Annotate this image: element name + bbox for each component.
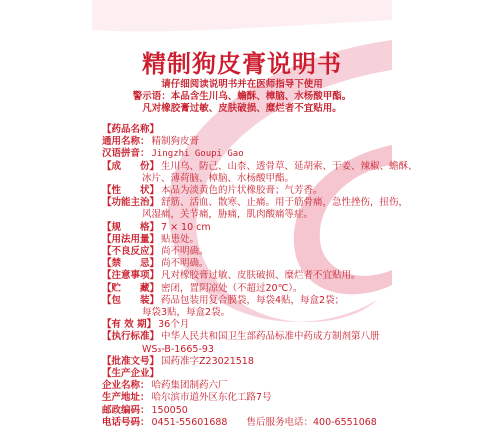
row-label: 【不良反应】 bbox=[102, 246, 160, 258]
row-value: 冰片、薄荷脑、樟脑、水杨酸甲酯。 bbox=[142, 172, 295, 184]
row-value: Jingzhi Goupi Gao bbox=[151, 149, 244, 160]
row-label: 【药品名称】 bbox=[102, 124, 160, 135]
info-row bbox=[102, 319, 390, 331]
row-label: 【注意事项】 bbox=[102, 270, 160, 282]
row-label: 【包 装】 bbox=[102, 294, 160, 306]
row-label: 【批准文号】 bbox=[102, 355, 160, 367]
row-value: 风湿痛，关节痛，胁痛，肌肉酸痛等症。 bbox=[142, 209, 314, 221]
row-value: 7 × 10 cm bbox=[161, 221, 211, 233]
info-row bbox=[102, 380, 390, 392]
row-value: 尚不明确。 bbox=[161, 246, 209, 258]
row-value: 36个月 bbox=[158, 319, 190, 331]
row-label: 【功能主治】 bbox=[102, 197, 160, 209]
row-label: 生产地址： bbox=[102, 392, 150, 404]
info-row bbox=[102, 356, 390, 368]
row-value: 舒筋、活血、散寒、止痛。用于筋骨痛，急性挫伤，扭伤， bbox=[161, 197, 409, 209]
row-label: 汉语拼音： bbox=[102, 148, 150, 160]
row-label: 电话号码： bbox=[102, 416, 150, 428]
row-value: 国药准字Z23021518 bbox=[161, 355, 254, 367]
info-row bbox=[102, 417, 390, 429]
info-row bbox=[102, 405, 390, 417]
info-row bbox=[102, 234, 390, 246]
info-row bbox=[102, 185, 390, 197]
row-label: 【生产企业】 bbox=[102, 368, 160, 380]
info-row bbox=[102, 307, 390, 319]
info-row bbox=[102, 124, 390, 136]
row-label: 【有 效 期】 bbox=[102, 319, 157, 331]
info-row bbox=[102, 368, 390, 380]
row-value: 凡对橡胶膏过敏、皮肤破损、糜烂者不宜贴用。 bbox=[161, 270, 361, 282]
row-label: 通用名称： bbox=[102, 136, 150, 148]
info-row bbox=[102, 197, 409, 209]
notice-line: 警示语：本品含生川乌、蟾酥、樟脑、水杨酸甲酯。 bbox=[132, 91, 352, 102]
row-value: 密闭，置阴凉处（不超过20℃）。 bbox=[161, 282, 303, 294]
row-value: 生川乌、防己、山柰、透骨草、延胡索、干姜、辣椒、蟾酥、 bbox=[161, 160, 418, 172]
info-rows bbox=[102, 124, 418, 429]
row-label: 企业名称： bbox=[102, 380, 150, 392]
row-label: 【成 份】 bbox=[102, 160, 160, 172]
notice-line: 凡对橡胶膏过敏、皮肤破损、糜烂者不宜贴用。 bbox=[142, 103, 342, 114]
row-label: 邮政编码： bbox=[102, 404, 150, 416]
info-row bbox=[102, 173, 390, 185]
info-row bbox=[102, 331, 390, 343]
row-value: 尚不明确。 bbox=[161, 258, 209, 270]
row-value: 0451-55601688 售后服务电话：400-6551068 bbox=[151, 416, 377, 428]
info-row bbox=[102, 160, 418, 173]
row-value: 精制狗皮膏 bbox=[151, 136, 200, 148]
row-label: 【用法用量】 bbox=[102, 233, 160, 245]
row-value: WS₃-B-1665-93 bbox=[142, 343, 214, 355]
info-row bbox=[102, 246, 390, 258]
info-row bbox=[102, 148, 390, 160]
instruction-sheet bbox=[92, 0, 418, 428]
row-value: 本品为淡黄色的片状橡胶膏；气芳香。 bbox=[161, 185, 323, 197]
row-value: 哈药集团制药六厂 bbox=[151, 380, 228, 392]
info-row bbox=[102, 344, 390, 356]
row-value: 哈尔滨市道外区东化工路7号 bbox=[151, 392, 272, 404]
info-row bbox=[102, 209, 390, 221]
notice-line: 请仔细阅读说明书并在医师指导下使用 bbox=[161, 79, 323, 90]
info-row bbox=[102, 222, 390, 234]
row-value bbox=[159, 124, 161, 136]
row-value: 药品包装用复合膜袋，每袋4贴，每盒2袋； bbox=[161, 294, 345, 306]
row-value bbox=[159, 368, 161, 380]
info-row bbox=[102, 295, 390, 307]
info-row bbox=[102, 283, 390, 295]
info-row bbox=[102, 392, 390, 404]
row-label: 【贮 藏】 bbox=[102, 282, 160, 294]
row-value: 贴患处。 bbox=[161, 233, 200, 245]
info-row bbox=[102, 270, 390, 282]
row-label: 【禁 忌】 bbox=[102, 258, 160, 270]
row-value: 150050 bbox=[151, 404, 188, 416]
info-row bbox=[102, 258, 390, 270]
row-label: 【性 状】 bbox=[102, 185, 160, 197]
notice-block bbox=[92, 79, 392, 115]
row-label: 【规 格】 bbox=[102, 221, 160, 233]
row-value: 每袋3贴，每盒2袋。 bbox=[142, 307, 231, 319]
page-title: 精制狗皮膏说明书 bbox=[142, 49, 342, 78]
row-value: 中华人民共和国卫生部药品标准中药成方制剂第八册 bbox=[161, 331, 380, 343]
row-label: 【执行标准】 bbox=[102, 331, 160, 343]
info-row bbox=[102, 136, 390, 148]
